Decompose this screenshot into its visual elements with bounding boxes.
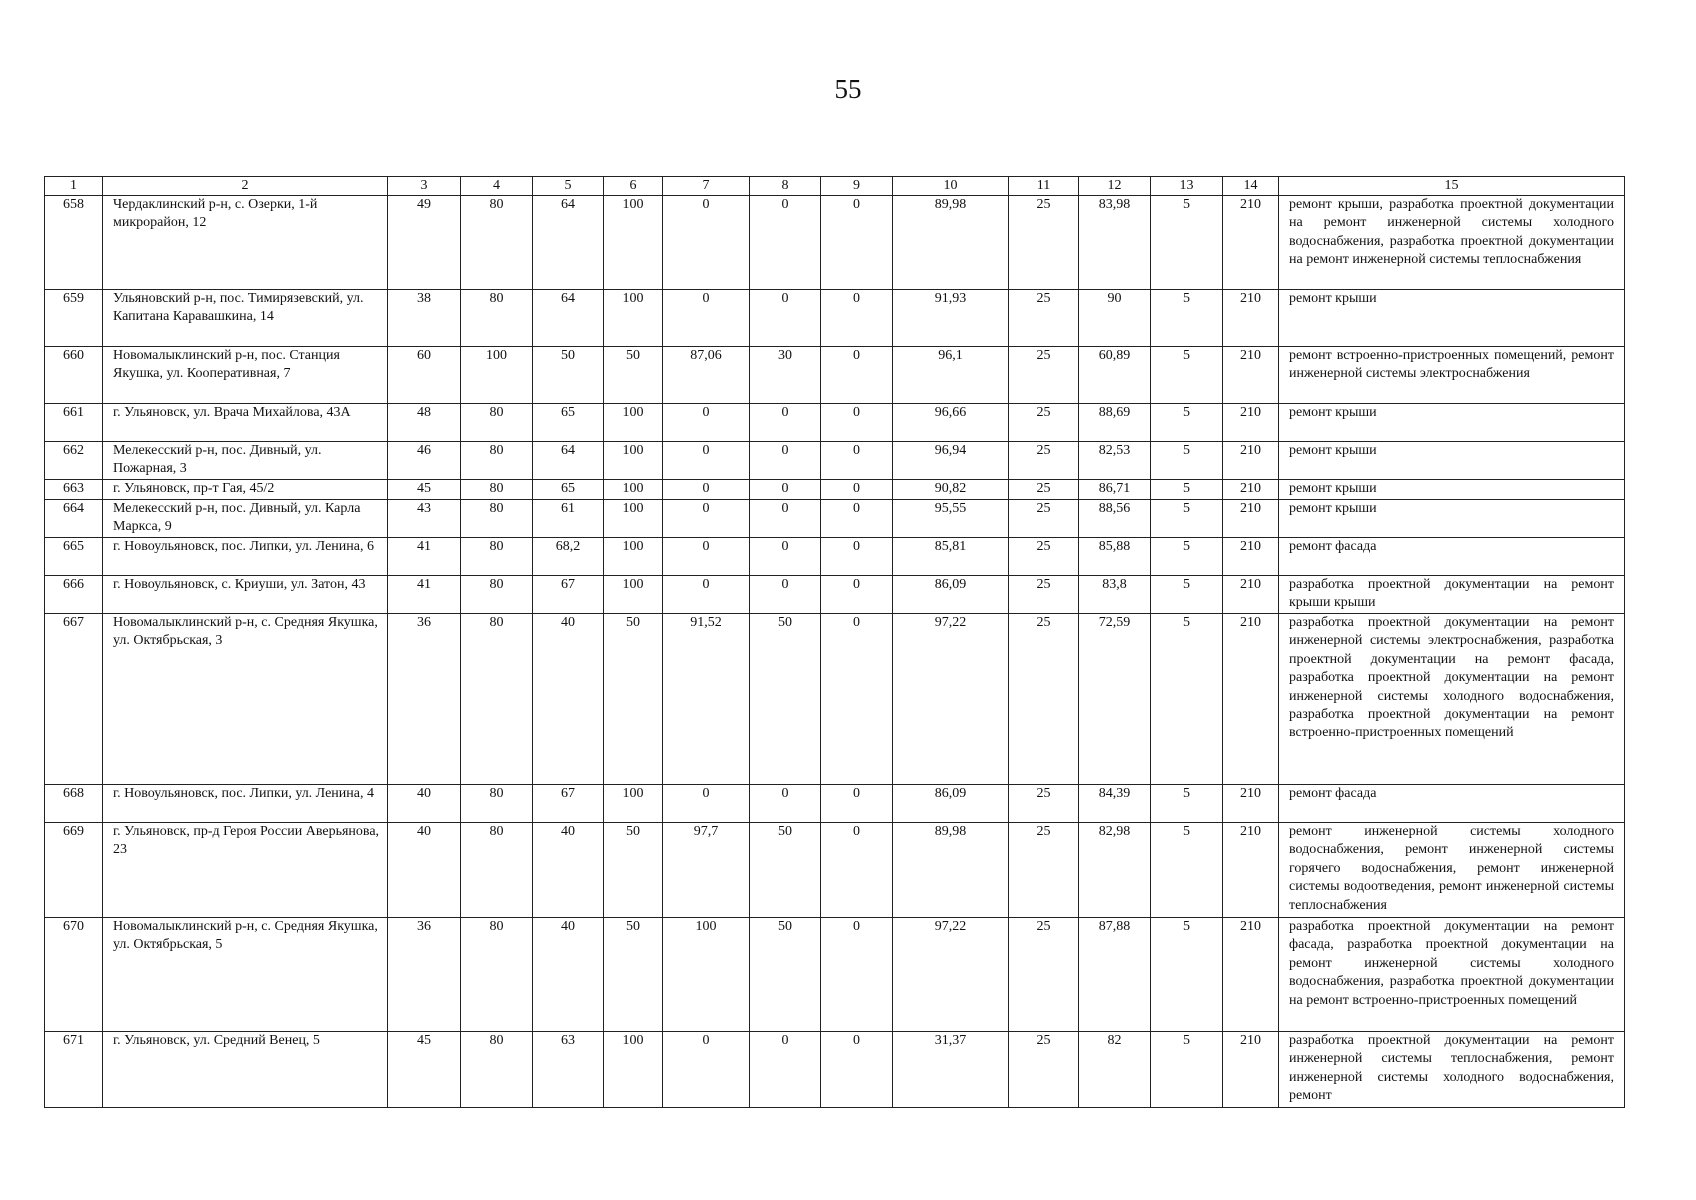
page-number: 55 (834, 74, 862, 104)
address-cell: г. Ульяновск, пр-д Героя России Аверьянова, 23 (103, 823, 388, 918)
table-row (45, 196, 1625, 290)
cell-col-14: 210 (1223, 347, 1279, 404)
cell-col-4: 100 (461, 347, 533, 404)
cell-col-6: 100 (604, 404, 663, 442)
cell-col-10: 96,66 (893, 404, 1009, 442)
cell-col-4: 80 (461, 823, 533, 918)
cell-col-10: 97,22 (893, 614, 1009, 785)
cell-col-8: 30 (750, 347, 821, 404)
cell-col-14: 210 (1223, 1032, 1279, 1108)
cell-col-4: 80 (461, 1032, 533, 1108)
column-number-8: 8 (750, 177, 821, 196)
cell-col-14: 210 (1223, 823, 1279, 918)
cell-col-3: 38 (388, 290, 461, 347)
row-number-cell: 667 (45, 614, 103, 785)
cell-col-4: 80 (461, 614, 533, 785)
column-number-5: 5 (533, 177, 604, 196)
cell-col-13: 5 (1151, 404, 1223, 442)
address-cell: г. Ульяновск, ул. Средний Венец, 5 (103, 1032, 388, 1108)
cell-col-8: 0 (750, 500, 821, 538)
cell-col-13: 5 (1151, 785, 1223, 823)
column-number-4: 4 (461, 177, 533, 196)
cell-col-10: 86,09 (893, 576, 1009, 614)
column-number-11: 11 (1009, 177, 1079, 196)
cell-col-12: 82 (1079, 1032, 1151, 1108)
cell-col-6: 100 (604, 538, 663, 576)
cell-col-12: 84,39 (1079, 785, 1151, 823)
cell-col-13: 5 (1151, 918, 1223, 1032)
cell-col-11: 25 (1009, 614, 1079, 785)
works-cell: ремонт встроенно-пристроенных помещений, ремонт инженерной системы электроснабжения (1279, 347, 1625, 404)
cell-col-8: 0 (750, 404, 821, 442)
cell-col-12: 60,89 (1079, 347, 1151, 404)
column-number-6: 6 (604, 177, 663, 196)
cell-col-9: 0 (821, 538, 893, 576)
cell-col-5: 40 (533, 823, 604, 918)
cell-col-6: 50 (604, 918, 663, 1032)
cell-col-7: 0 (663, 196, 750, 290)
column-number-15: 15 (1279, 177, 1625, 196)
cell-col-4: 80 (461, 576, 533, 614)
cell-col-14: 210 (1223, 442, 1279, 480)
cell-col-6: 50 (604, 614, 663, 785)
works-cell: ремонт крыши, разработка проектной документации на ремонт инженерной системы холодного водоснабжения, разработка проектной документации на ремонт инженерной системы теплоснабжения (1279, 196, 1625, 290)
row-number-cell: 659 (45, 290, 103, 347)
works-cell: ремонт крыши (1279, 500, 1625, 538)
cell-col-9: 0 (821, 347, 893, 404)
cell-col-12: 88,56 (1079, 500, 1151, 538)
cell-col-14: 210 (1223, 918, 1279, 1032)
cell-col-3: 46 (388, 442, 461, 480)
cell-col-3: 49 (388, 196, 461, 290)
cell-col-9: 0 (821, 196, 893, 290)
row-number-cell: 666 (45, 576, 103, 614)
cell-col-10: 96,1 (893, 347, 1009, 404)
cell-col-7: 0 (663, 785, 750, 823)
cell-col-9: 0 (821, 785, 893, 823)
cell-col-7: 0 (663, 480, 750, 500)
cell-col-12: 86,71 (1079, 480, 1151, 500)
cell-col-9: 0 (821, 442, 893, 480)
table-row (45, 614, 1625, 785)
cell-col-10: 91,93 (893, 290, 1009, 347)
column-number-10: 10 (893, 177, 1009, 196)
cell-col-3: 43 (388, 500, 461, 538)
cell-col-14: 210 (1223, 538, 1279, 576)
cell-col-11: 25 (1009, 500, 1079, 538)
column-number-13: 13 (1151, 177, 1223, 196)
cell-col-12: 83,8 (1079, 576, 1151, 614)
cell-col-5: 61 (533, 500, 604, 538)
cell-col-5: 68,2 (533, 538, 604, 576)
row-number-cell: 663 (45, 480, 103, 500)
address-cell: Мелекесский р-н, пос. Дивный, ул. Пожарная, 3 (103, 442, 388, 480)
table-row (45, 785, 1625, 823)
cell-col-4: 80 (461, 196, 533, 290)
cell-col-9: 0 (821, 614, 893, 785)
cell-col-8: 0 (750, 196, 821, 290)
cell-col-3: 41 (388, 576, 461, 614)
cell-col-4: 80 (461, 918, 533, 1032)
cell-col-7: 0 (663, 1032, 750, 1108)
cell-col-13: 5 (1151, 1032, 1223, 1108)
address-cell: г. Новоульяновск, пос. Липки, ул. Ленина, 6 (103, 538, 388, 576)
cell-col-9: 0 (821, 404, 893, 442)
works-cell: разработка проектной документации на ремонт крыши крыши (1279, 576, 1625, 614)
cell-col-5: 64 (533, 290, 604, 347)
cell-col-11: 25 (1009, 918, 1079, 1032)
cell-col-5: 40 (533, 918, 604, 1032)
cell-col-8: 0 (750, 538, 821, 576)
row-number-cell: 661 (45, 404, 103, 442)
table-body (45, 177, 1625, 1108)
row-number-cell: 665 (45, 538, 103, 576)
address-cell: Новомалыклинский р-н, с. Средняя Якушка, ул. Октябрьская, 5 (103, 918, 388, 1032)
table-row (45, 538, 1625, 576)
cell-col-9: 0 (821, 576, 893, 614)
cell-col-5: 65 (533, 404, 604, 442)
works-cell: разработка проектной документации на ремонт инженерной системы электроснабжения, разработка проектной документации на ремонт фасада, разработка проектной документации на ремонт инженерной системы холодного водоснабжения, разработка проектной документации на ремонт встроенно-пристроенных помещений (1279, 614, 1625, 785)
cell-col-10: 89,98 (893, 196, 1009, 290)
cell-col-7: 91,52 (663, 614, 750, 785)
row-number-cell: 668 (45, 785, 103, 823)
cell-col-4: 80 (461, 785, 533, 823)
table-row (45, 500, 1625, 538)
cell-col-9: 0 (821, 1032, 893, 1108)
cell-col-12: 90 (1079, 290, 1151, 347)
cell-col-12: 88,69 (1079, 404, 1151, 442)
cell-col-13: 5 (1151, 500, 1223, 538)
row-number-cell: 671 (45, 1032, 103, 1108)
table-row (45, 347, 1625, 404)
cell-col-4: 80 (461, 290, 533, 347)
cell-col-11: 25 (1009, 347, 1079, 404)
column-number-3: 3 (388, 177, 461, 196)
cell-col-3: 36 (388, 918, 461, 1032)
cell-col-6: 50 (604, 347, 663, 404)
cell-col-14: 210 (1223, 290, 1279, 347)
row-number-cell: 660 (45, 347, 103, 404)
cell-col-10: 86,09 (893, 785, 1009, 823)
cell-col-3: 45 (388, 480, 461, 500)
cell-col-8: 50 (750, 918, 821, 1032)
cell-col-14: 210 (1223, 785, 1279, 823)
cell-col-5: 65 (533, 480, 604, 500)
cell-col-3: 36 (388, 614, 461, 785)
cell-col-14: 210 (1223, 480, 1279, 500)
cell-col-4: 80 (461, 442, 533, 480)
cell-col-5: 64 (533, 442, 604, 480)
cell-col-13: 5 (1151, 823, 1223, 918)
cell-col-10: 97,22 (893, 918, 1009, 1032)
cell-col-5: 40 (533, 614, 604, 785)
cell-col-11: 25 (1009, 442, 1079, 480)
cell-col-14: 210 (1223, 196, 1279, 290)
cell-col-10: 90,82 (893, 480, 1009, 500)
cell-col-7: 87,06 (663, 347, 750, 404)
cell-col-14: 210 (1223, 500, 1279, 538)
address-cell: Ульяновский р-н, пос. Тимирязевский, ул. Капитана Каравашкина, 14 (103, 290, 388, 347)
cell-col-13: 5 (1151, 538, 1223, 576)
cell-col-7: 0 (663, 404, 750, 442)
address-cell: Новомалыклинский р-н, с. Средняя Якушка, ул. Октябрьская, 3 (103, 614, 388, 785)
table-row (45, 480, 1625, 500)
cell-col-4: 80 (461, 538, 533, 576)
cell-col-13: 5 (1151, 576, 1223, 614)
table-row (45, 823, 1625, 918)
cell-col-10: 96,94 (893, 442, 1009, 480)
cell-col-3: 40 (388, 823, 461, 918)
works-cell: ремонт фасада (1279, 538, 1625, 576)
cell-col-13: 5 (1151, 196, 1223, 290)
cell-col-11: 25 (1009, 290, 1079, 347)
address-cell: г. Ульяновск, пр-т Гая, 45/2 (103, 480, 388, 500)
row-number-cell: 662 (45, 442, 103, 480)
works-cell: ремонт крыши (1279, 480, 1625, 500)
cell-col-8: 0 (750, 785, 821, 823)
cell-col-8: 50 (750, 823, 821, 918)
row-number-cell: 664 (45, 500, 103, 538)
cell-col-12: 82,53 (1079, 442, 1151, 480)
cell-col-3: 45 (388, 1032, 461, 1108)
cell-col-11: 25 (1009, 196, 1079, 290)
cell-col-6: 100 (604, 500, 663, 538)
cell-col-5: 63 (533, 1032, 604, 1108)
cell-col-6: 100 (604, 785, 663, 823)
cell-col-5: 67 (533, 785, 604, 823)
cell-col-6: 50 (604, 823, 663, 918)
works-cell: ремонт фасада (1279, 785, 1625, 823)
cell-col-7: 0 (663, 442, 750, 480)
cell-col-4: 80 (461, 404, 533, 442)
cell-col-10: 31,37 (893, 1032, 1009, 1108)
cell-col-8: 50 (750, 614, 821, 785)
cell-col-14: 210 (1223, 614, 1279, 785)
column-number-header (45, 177, 1625, 196)
cell-col-9: 0 (821, 918, 893, 1032)
cell-col-7: 0 (663, 576, 750, 614)
cell-col-12: 85,88 (1079, 538, 1151, 576)
works-cell: ремонт крыши (1279, 442, 1625, 480)
address-cell: Мелекесский р-н, пос. Дивный, ул. Карла Маркса, 9 (103, 500, 388, 538)
cell-col-13: 5 (1151, 614, 1223, 785)
table-row (45, 442, 1625, 480)
cell-col-3: 48 (388, 404, 461, 442)
address-cell: Чердаклинский р-н, с. Озерки, 1-й микрорайон, 12 (103, 196, 388, 290)
register-table (44, 176, 1625, 1108)
column-number-7: 7 (663, 177, 750, 196)
cell-col-13: 5 (1151, 290, 1223, 347)
table-row (45, 918, 1625, 1032)
cell-col-5: 67 (533, 576, 604, 614)
cell-col-12: 72,59 (1079, 614, 1151, 785)
column-number-12: 12 (1079, 177, 1151, 196)
cell-col-7: 97,7 (663, 823, 750, 918)
cell-col-10: 85,81 (893, 538, 1009, 576)
cell-col-9: 0 (821, 500, 893, 538)
column-number-1: 1 (45, 177, 103, 196)
cell-col-6: 100 (604, 442, 663, 480)
cell-col-9: 0 (821, 290, 893, 347)
cell-col-7: 0 (663, 290, 750, 347)
cell-col-13: 5 (1151, 480, 1223, 500)
cell-col-6: 100 (604, 480, 663, 500)
column-number-9: 9 (821, 177, 893, 196)
cell-col-11: 25 (1009, 823, 1079, 918)
works-cell: разработка проектной документации на ремонт инженерной системы теплоснабжения, ремонт инженерной системы холодного водоснабжения, ремонт (1279, 1032, 1625, 1108)
cell-col-8: 0 (750, 576, 821, 614)
cell-col-14: 210 (1223, 404, 1279, 442)
table-row (45, 1032, 1625, 1108)
cell-col-10: 95,55 (893, 500, 1009, 538)
works-cell: разработка проектной документации на ремонт фасада, разработка проектной документации на ремонт инженерной системы холодного водоснабжения, разработка проектной документации на ремонт встроенно-пристроенных помещений (1279, 918, 1625, 1032)
cell-col-6: 100 (604, 290, 663, 347)
cell-col-8: 0 (750, 442, 821, 480)
table-row (45, 404, 1625, 442)
cell-col-8: 0 (750, 290, 821, 347)
cell-col-12: 82,98 (1079, 823, 1151, 918)
cell-col-10: 89,98 (893, 823, 1009, 918)
works-cell: ремонт крыши (1279, 404, 1625, 442)
cell-col-3: 60 (388, 347, 461, 404)
works-cell: ремонт крыши (1279, 290, 1625, 347)
table-row (45, 576, 1625, 614)
cell-col-11: 25 (1009, 576, 1079, 614)
cell-col-6: 100 (604, 576, 663, 614)
table-row (45, 290, 1625, 347)
cell-col-11: 25 (1009, 404, 1079, 442)
cell-col-12: 83,98 (1079, 196, 1151, 290)
cell-col-11: 25 (1009, 785, 1079, 823)
cell-col-9: 0 (821, 480, 893, 500)
cell-col-7: 0 (663, 538, 750, 576)
cell-col-8: 0 (750, 480, 821, 500)
cell-col-9: 0 (821, 823, 893, 918)
cell-col-13: 5 (1151, 442, 1223, 480)
address-cell: Новомалыклинский р-н, пос. Станция Якушка, ул. Кооперативная, 7 (103, 347, 388, 404)
works-cell: ремонт инженерной системы холодного водоснабжения, ремонт инженерной системы горячего водоснабжения, ремонт инженерной системы водоотведения, ремонт инженерной системы теплоснабжения (1279, 823, 1625, 918)
cell-col-11: 25 (1009, 1032, 1079, 1108)
cell-col-4: 80 (461, 500, 533, 538)
cell-col-6: 100 (604, 196, 663, 290)
address-cell: г. Новоульяновск, пос. Липки, ул. Ленина, 4 (103, 785, 388, 823)
cell-col-7: 100 (663, 918, 750, 1032)
cell-col-11: 25 (1009, 480, 1079, 500)
cell-col-5: 64 (533, 196, 604, 290)
cell-col-12: 87,88 (1079, 918, 1151, 1032)
cell-col-11: 25 (1009, 538, 1079, 576)
row-number-cell: 669 (45, 823, 103, 918)
cell-col-7: 0 (663, 500, 750, 538)
cell-col-4: 80 (461, 480, 533, 500)
cell-col-8: 0 (750, 1032, 821, 1108)
cell-col-13: 5 (1151, 347, 1223, 404)
column-number-2: 2 (103, 177, 388, 196)
row-number-cell: 658 (45, 196, 103, 290)
address-cell: г. Новоульяновск, с. Криуши, ул. Затон, 43 (103, 576, 388, 614)
cell-col-14: 210 (1223, 576, 1279, 614)
row-number-cell: 670 (45, 918, 103, 1032)
cell-col-6: 100 (604, 1032, 663, 1108)
cell-col-5: 50 (533, 347, 604, 404)
cell-col-3: 40 (388, 785, 461, 823)
address-cell: г. Ульяновск, ул. Врача Михайлова, 43А (103, 404, 388, 442)
column-number-14: 14 (1223, 177, 1279, 196)
cell-col-3: 41 (388, 538, 461, 576)
